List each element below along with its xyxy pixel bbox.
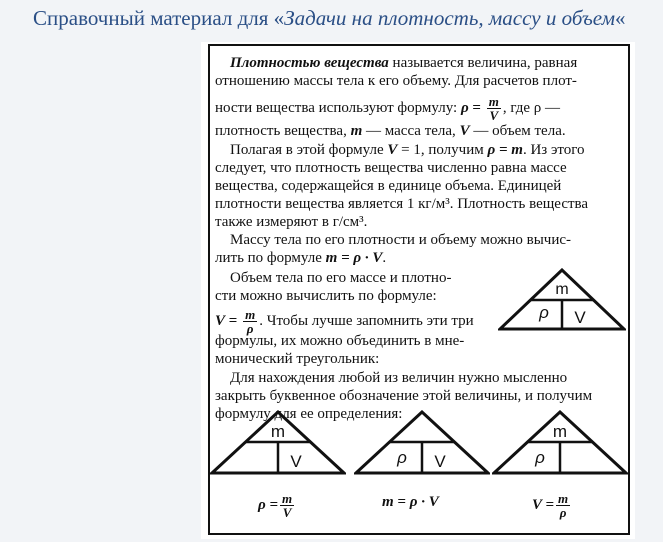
formula-outro-text: , где ρ —	[502, 99, 561, 116]
page-title	[33, 6, 625, 31]
unit-line-4: плотности вещества является 1 кг/м³. Плотность вещества	[215, 196, 589, 212]
mass-formula-line-1: Массу тела по его плотности и объему можно вычис-	[230, 232, 572, 248]
instruction-line-3: формулу для ее определения:	[215, 406, 403, 422]
equals-sign: =	[468, 99, 485, 116]
volume-label: — объем тела.	[469, 123, 566, 139]
definition-line-2: отношению массы тела к его объему. Для расчетов плот-	[215, 73, 577, 89]
triangle-label-m: m	[555, 281, 569, 298]
density-fraction	[487, 95, 501, 122]
fraction-numerator: m	[558, 491, 569, 506]
instruction-line-1: Для нахождения любой из величин нужно мысленно	[230, 370, 568, 386]
volume-line-4: формулы, их можно объединить в мне-	[215, 333, 465, 349]
triangle-label-v: V	[434, 452, 446, 471]
density-term: Плотностью вещества	[230, 55, 389, 71]
mnemonic-triangle	[498, 268, 626, 332]
fraction-denominator: ρ	[246, 321, 254, 336]
rho-symbol: ρ	[460, 99, 469, 116]
volume-text: . Чтобы лучше запомнить эти три	[259, 312, 474, 329]
triangle-density	[210, 410, 346, 476]
page-title-suffix: «	[614, 6, 626, 30]
formula-fraction	[556, 492, 570, 519]
unit-line-1	[230, 141, 585, 159]
page-title-italic: Задачи на плотность, массу и объем	[284, 6, 615, 30]
fraction-denominator: V	[282, 505, 292, 520]
unit-text-b: = 1, получим	[397, 142, 488, 158]
volume-fraction	[243, 308, 257, 335]
fraction-denominator: ρ	[559, 505, 567, 520]
unit-line-3: вещества, содержащейся в единице объема. Единицей	[215, 178, 562, 194]
definition-text: называется величина, равная	[388, 55, 578, 71]
equals-sign: =	[225, 312, 242, 329]
triangle-label-rho: ρ	[397, 448, 407, 467]
fraction-numerator: m	[245, 307, 256, 322]
fraction-denominator: V	[489, 108, 499, 123]
v-symbol: V	[459, 123, 470, 139]
v-symbol: V	[387, 142, 398, 158]
triangle-label-rho: ρ	[539, 303, 549, 322]
triangle-label-m: m	[552, 422, 568, 441]
triangle-label-v: V	[290, 452, 302, 471]
mass-formula: m = ρ · V	[325, 250, 383, 266]
triangle-label-v: V	[574, 308, 586, 327]
formula-lhs: V =	[532, 496, 555, 513]
formula-intro-text: ности вещества используют формулу:	[215, 99, 461, 116]
triangle-label-m: m	[270, 422, 286, 441]
volume-line-5: монический треугольник:	[215, 351, 380, 367]
reference-box	[208, 44, 630, 535]
unit-text-c: . Из этого	[522, 142, 585, 158]
density-label: плотность вещества,	[215, 123, 351, 139]
m-symbol: m	[350, 123, 363, 139]
volume-line-2: сти можно вычислить по формуле:	[215, 288, 437, 304]
mass-formula-line-2	[215, 249, 386, 267]
definition-line-4	[215, 122, 566, 140]
v-symbol: V	[215, 312, 226, 329]
density-formula	[258, 492, 296, 519]
triangle-volume	[492, 410, 628, 476]
volume-line-1: Объем тела по его массе и плотно-	[230, 270, 452, 286]
page-title-prefix: Справочный материал для «	[33, 6, 285, 30]
unit-text-a: Полагая в этой формуле	[230, 142, 388, 158]
volume-formula	[532, 492, 572, 519]
formula-fraction	[280, 492, 294, 519]
fraction-numerator: m	[282, 491, 293, 506]
unit-line-2: следует, что плотность вещества численно равна массе	[215, 160, 567, 176]
mass-formula-bottom: m = ρ · V	[382, 494, 439, 510]
volume-line-3	[215, 308, 474, 335]
definition-line-1	[230, 54, 577, 72]
mass-formula-intro: лить по формуле	[215, 250, 326, 266]
definition-line-3	[215, 95, 560, 122]
instruction-line-2: закрыть буквенное обозначение этой величины, и получим	[215, 388, 593, 404]
formula-lhs: ρ =	[258, 496, 279, 513]
rho-equals-m: ρ = m	[487, 142, 523, 158]
triangle-mass	[354, 410, 490, 476]
triangle-label-rho: ρ	[535, 448, 545, 467]
mass-label: — масса тела,	[362, 123, 460, 139]
fraction-numerator: m	[488, 94, 499, 109]
period: .	[382, 250, 387, 266]
unit-line-5: также измеряют в г/см³.	[215, 214, 368, 230]
